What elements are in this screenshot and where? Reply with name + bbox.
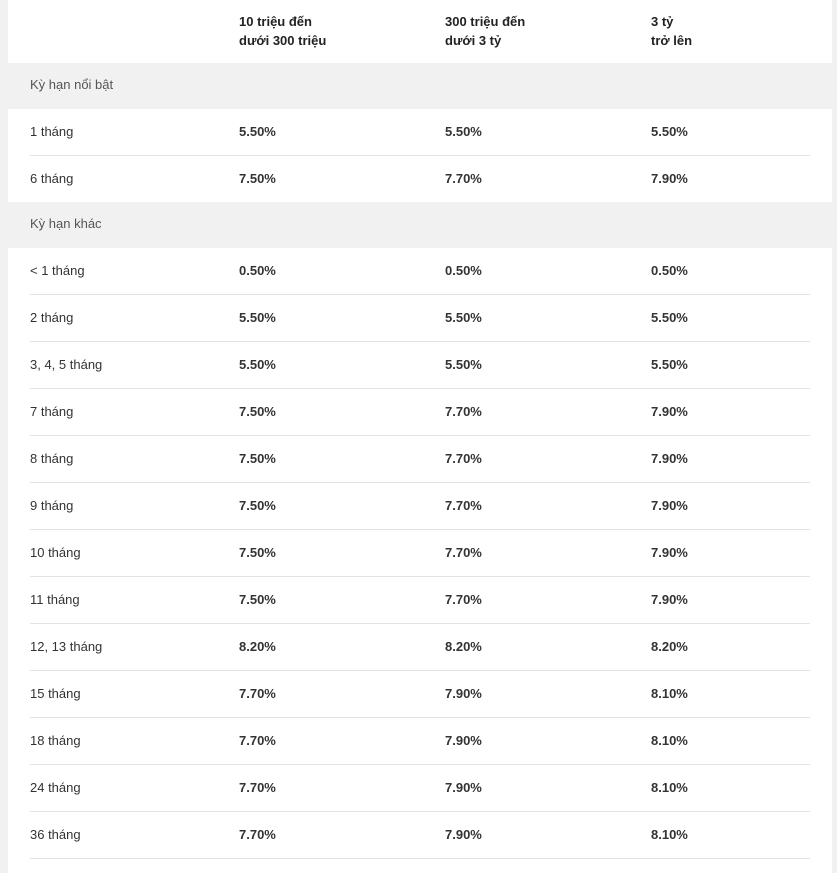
rate-300m-to-3b: 7.90% xyxy=(445,780,482,795)
rate-300m-to-3b: 7.90% xyxy=(445,686,482,701)
interest-rate-table xyxy=(8,0,832,873)
rate-3b-plus: 5.50% xyxy=(651,124,688,139)
rate-300m-to-3b: 5.50% xyxy=(445,357,482,372)
term-label: 24 tháng xyxy=(30,780,81,795)
table-row xyxy=(30,156,810,202)
rate-300m-to-3b: 8.20% xyxy=(445,639,482,654)
term-label: 7 tháng xyxy=(30,404,74,419)
rate-3b-plus: 5.50% xyxy=(651,310,688,325)
term-label: 11 tháng xyxy=(30,592,80,607)
table-row xyxy=(30,436,810,483)
table-row xyxy=(30,342,810,389)
rate-300m-to-3b: 0.50% xyxy=(445,263,482,278)
rate-10m-to-300m: 8.20% xyxy=(239,639,276,654)
rate-3b-plus: 8.10% xyxy=(651,733,688,748)
rate-10m-to-300m: 0.50% xyxy=(239,263,276,278)
rate-3b-plus: 5.50% xyxy=(651,357,688,372)
table-row xyxy=(30,577,810,624)
rate-3b-plus: 0.50% xyxy=(651,263,688,278)
term-label: 8 tháng xyxy=(30,451,74,466)
term-label: 2 tháng xyxy=(30,310,74,325)
rate-10m-to-300m: 5.50% xyxy=(239,124,276,139)
header-col3-line2: trở lên xyxy=(651,33,693,48)
rate-300m-to-3b: 7.70% xyxy=(445,451,482,466)
table-row xyxy=(30,389,810,436)
rate-10m-to-300m: 7.50% xyxy=(239,404,276,419)
header-col3-line1: 3 tỷ xyxy=(651,14,674,29)
header-col1-line2: dưới 300 triệu xyxy=(239,33,327,48)
rate-300m-to-3b: 7.70% xyxy=(445,404,482,419)
rate-300m-to-3b: 7.90% xyxy=(445,827,482,842)
section-title: Kỳ hạn khác xyxy=(30,216,102,231)
rate-3b-plus: 8.20% xyxy=(651,639,688,654)
table-row xyxy=(30,530,810,577)
rate-300m-to-3b: 7.70% xyxy=(445,545,482,560)
header-col-10m-to-300m xyxy=(239,12,326,50)
rate-300m-to-3b: 7.70% xyxy=(445,171,482,186)
term-label: 1 tháng xyxy=(30,124,74,139)
header-col-3b-plus xyxy=(651,12,692,50)
rate-10m-to-300m: 7.70% xyxy=(239,780,276,795)
rate-3b-plus: 7.90% xyxy=(651,545,688,560)
rate-300m-to-3b: 7.70% xyxy=(445,592,482,607)
term-label: 18 tháng xyxy=(30,733,81,748)
rate-3b-plus: 7.90% xyxy=(651,171,688,186)
table-row xyxy=(30,624,810,671)
rate-10m-to-300m: 7.70% xyxy=(239,827,276,842)
table-row xyxy=(30,248,810,295)
featured-rows xyxy=(8,109,832,202)
rate-10m-to-300m: 7.50% xyxy=(239,171,276,186)
rate-3b-plus: 7.90% xyxy=(651,404,688,419)
other-rows xyxy=(8,248,832,859)
table-header xyxy=(8,0,832,63)
header-col-300m-to-3b xyxy=(445,12,525,50)
rate-3b-plus: 7.90% xyxy=(651,498,688,513)
section-other-terms xyxy=(8,202,832,248)
section-title: Kỳ hạn nổi bật xyxy=(30,77,114,92)
table-row xyxy=(30,812,810,859)
rate-10m-to-300m: 5.50% xyxy=(239,357,276,372)
term-label: 36 tháng xyxy=(30,827,81,842)
term-label: 15 tháng xyxy=(30,686,81,701)
term-label: 12, 13 tháng xyxy=(30,639,103,654)
header-col2-line1: 300 triệu đến xyxy=(445,14,526,29)
rate-3b-plus: 7.90% xyxy=(651,592,688,607)
rate-300m-to-3b: 5.50% xyxy=(445,124,482,139)
header-col2-line2: dưới 3 tỷ xyxy=(445,33,502,48)
table-row xyxy=(30,109,810,156)
term-label: < 1 tháng xyxy=(30,263,85,278)
rate-3b-plus: 8.10% xyxy=(651,686,688,701)
rate-10m-to-300m: 7.70% xyxy=(239,733,276,748)
rate-10m-to-300m: 7.50% xyxy=(239,498,276,513)
table-row xyxy=(30,483,810,530)
rate-300m-to-3b: 7.70% xyxy=(445,498,482,513)
section-featured-terms xyxy=(8,63,832,109)
term-label: 10 tháng xyxy=(30,545,81,560)
term-label: 6 tháng xyxy=(30,171,74,186)
rate-300m-to-3b: 5.50% xyxy=(445,310,482,325)
term-label: 3, 4, 5 tháng xyxy=(30,357,103,372)
header-col1-line1: 10 triệu đến xyxy=(239,14,312,29)
rate-10m-to-300m: 7.50% xyxy=(239,451,276,466)
rate-10m-to-300m: 7.50% xyxy=(239,545,276,560)
table-row xyxy=(30,671,810,718)
table-row xyxy=(30,718,810,765)
term-label: 9 tháng xyxy=(30,498,74,513)
rate-3b-plus: 8.10% xyxy=(651,780,688,795)
rate-10m-to-300m: 5.50% xyxy=(239,310,276,325)
rate-300m-to-3b: 7.90% xyxy=(445,733,482,748)
rate-3b-plus: 7.90% xyxy=(651,451,688,466)
table-row xyxy=(30,765,810,812)
rate-10m-to-300m: 7.50% xyxy=(239,592,276,607)
rate-10m-to-300m: 7.70% xyxy=(239,686,276,701)
rate-3b-plus: 8.10% xyxy=(651,827,688,842)
table-row xyxy=(30,295,810,342)
